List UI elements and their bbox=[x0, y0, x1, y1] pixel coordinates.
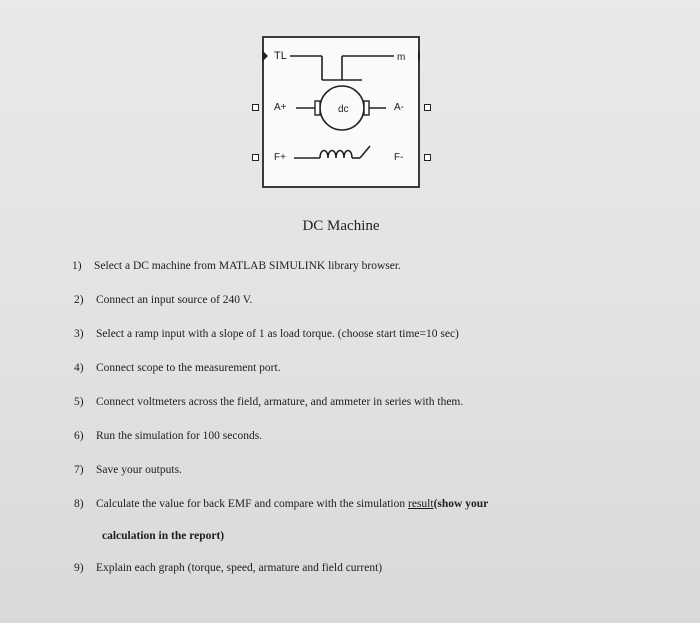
m-output-arrow bbox=[418, 50, 420, 62]
list-item: 3) Select a ramp input with a slope of 1 as load torque. (choose start time=10 sec) bbox=[74, 328, 459, 340]
list-item: 7) Save your outputs. bbox=[74, 464, 182, 476]
a-minus-port-label: A- bbox=[394, 102, 404, 113]
a-plus-port bbox=[252, 104, 259, 111]
tl-input-arrow bbox=[262, 50, 268, 62]
list-item: 1) Select a DC machine from MATLAB SIMULINK library browser. bbox=[72, 260, 401, 272]
list-item: 8) Calculate the value for back EMF and compare with the simulation result(show your bbox=[74, 498, 489, 510]
dc-label: dc bbox=[338, 104, 349, 115]
list-item: 9) Explain each graph (torque, speed, armature and field current) bbox=[74, 562, 383, 574]
f-minus-port bbox=[424, 154, 431, 161]
a-plus-port-label: A+ bbox=[274, 102, 287, 113]
underlined-word: result bbox=[408, 498, 434, 510]
m-port-label: m bbox=[397, 52, 406, 63]
field-coil-icon bbox=[320, 151, 352, 159]
list-item: 5) Connect voltmeters across the field, armature, and ammeter in series with them. bbox=[74, 396, 464, 408]
a-minus-port bbox=[424, 104, 431, 111]
block-caption: DC Machine bbox=[302, 218, 380, 234]
f-minus-port-label: F- bbox=[394, 152, 404, 163]
tl-port-label: TL bbox=[274, 50, 287, 62]
f-plus-port-label: F+ bbox=[274, 152, 286, 163]
dc-machine-block bbox=[262, 36, 420, 188]
f-plus-port bbox=[252, 154, 259, 161]
list-item: 6) Run the simulation for 100 seconds. bbox=[74, 430, 263, 442]
list-item: 2) Connect an input source of 240 V. bbox=[74, 294, 253, 306]
list-item: 4) Connect scope to the measurement port. bbox=[74, 362, 281, 374]
list-item-continuation: calculation in the report) bbox=[102, 530, 225, 542]
